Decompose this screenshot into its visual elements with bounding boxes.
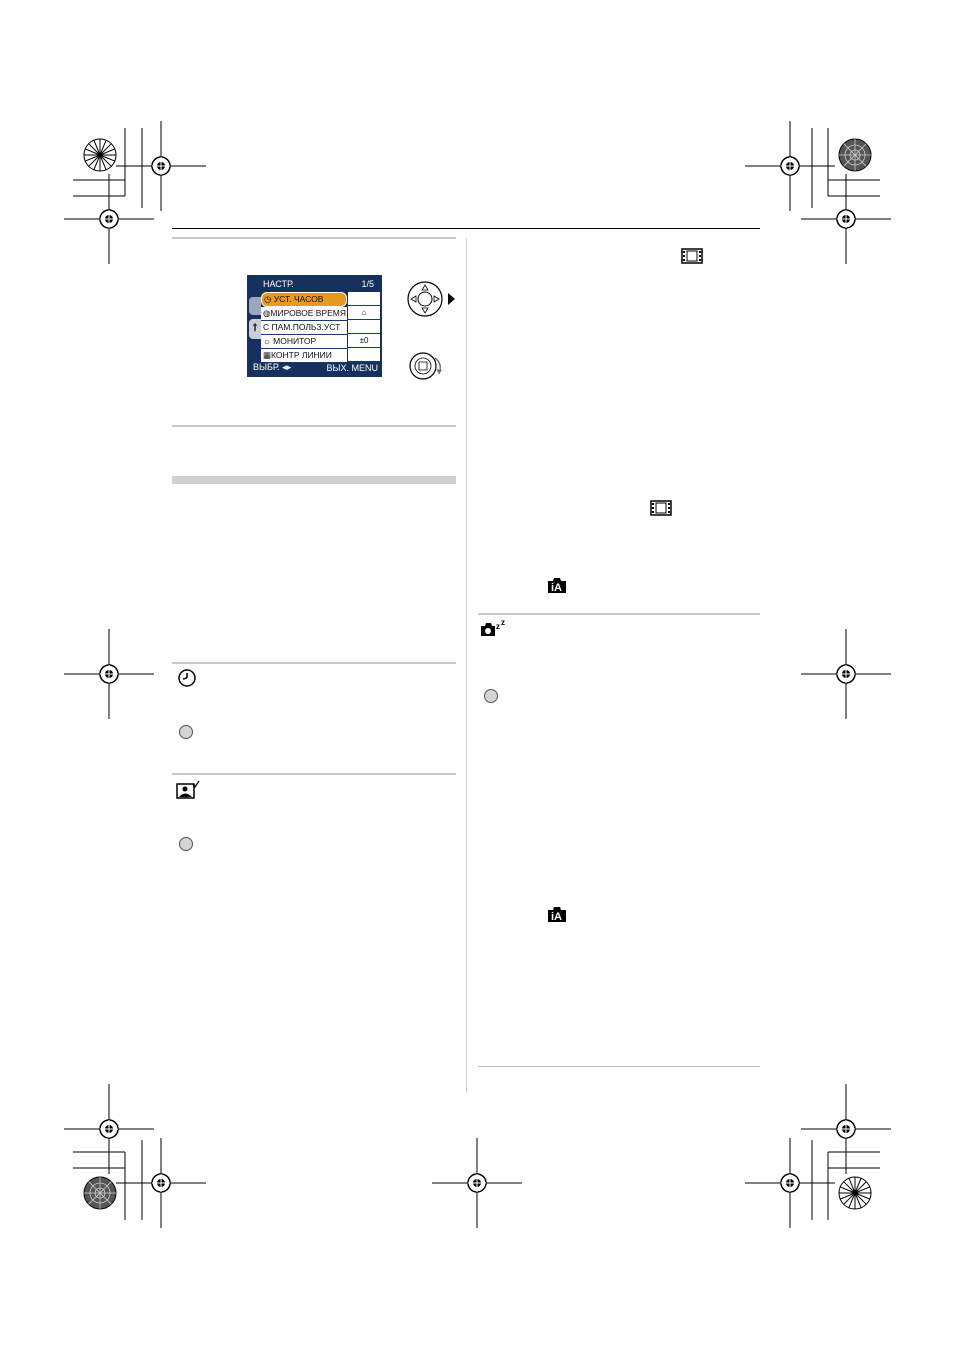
bullet-circle-icon [483, 688, 499, 704]
menu-item-world-time[interactable]: ◍МИРОВОЕ ВРЕМЯ [261, 307, 347, 321]
menu-item-guide-line[interactable]: ▦КОНТР ЛИНИИ [261, 349, 347, 363]
clock-icon [177, 668, 197, 688]
camera-setup-menu [247, 275, 382, 377]
menu-value-0 [348, 292, 380, 306]
menu-title: НАСТР. [263, 279, 294, 289]
menu-values [348, 292, 380, 362]
section-heading-bar [172, 476, 456, 484]
globe-icon: ◍ [263, 308, 271, 318]
svg-text:z: z [501, 619, 505, 627]
svg-text:iA: iA [551, 911, 562, 923]
menu-footer-select: ВЫБР. ◂▸ [253, 362, 292, 372]
mode-dial-icon [409, 350, 445, 382]
right-rule-2 [478, 1066, 760, 1067]
left-rule-4 [172, 773, 456, 775]
left-rule-2 [172, 425, 456, 427]
power-save-icon [480, 619, 508, 639]
motion-picture-icon [681, 248, 703, 264]
menu-value-2 [348, 320, 380, 334]
menu-tab-setup[interactable]: ꝉ [249, 319, 261, 339]
menu-item-custom-set[interactable]: C ПАМ.ПОЛЬЗ.УСТ [261, 321, 347, 335]
menu-item-monitor[interactable]: ☼ МОНИТОР [261, 335, 347, 349]
menu-value-3: ±0 [348, 334, 380, 348]
menu-tab-record[interactable] [249, 297, 261, 315]
right-rule-1 [478, 613, 760, 615]
column-divider [466, 238, 467, 1093]
menu-value-1: ⌂ [348, 306, 380, 320]
svg-text:iA: iA [551, 582, 562, 594]
sun-icon: ☼ [263, 336, 274, 346]
auto-review-icon [176, 780, 200, 800]
left-rule-1 [172, 237, 456, 239]
bullet-circle-icon [178, 836, 194, 852]
cursor-pad-icon [405, 279, 455, 319]
header-rule [172, 228, 760, 229]
left-rule-3 [172, 662, 456, 664]
menu-footer-exit: ВЫХ. MENU [326, 363, 378, 373]
menu-value-4 [348, 348, 380, 362]
grid-icon: ▦ [263, 350, 272, 360]
intelligent-auto-icon [547, 906, 567, 923]
svg-text:z: z [496, 622, 500, 631]
motion-picture-icon [650, 500, 672, 516]
clock-icon: ◷ [264, 294, 274, 304]
menu-page: 1/5 [361, 279, 374, 289]
bullet-circle-icon [178, 724, 194, 740]
intelligent-auto-icon [547, 577, 567, 594]
menu-list [261, 292, 347, 363]
menu-item-clock-set[interactable]: ◷ УСТ. ЧАСОВ [261, 292, 347, 307]
